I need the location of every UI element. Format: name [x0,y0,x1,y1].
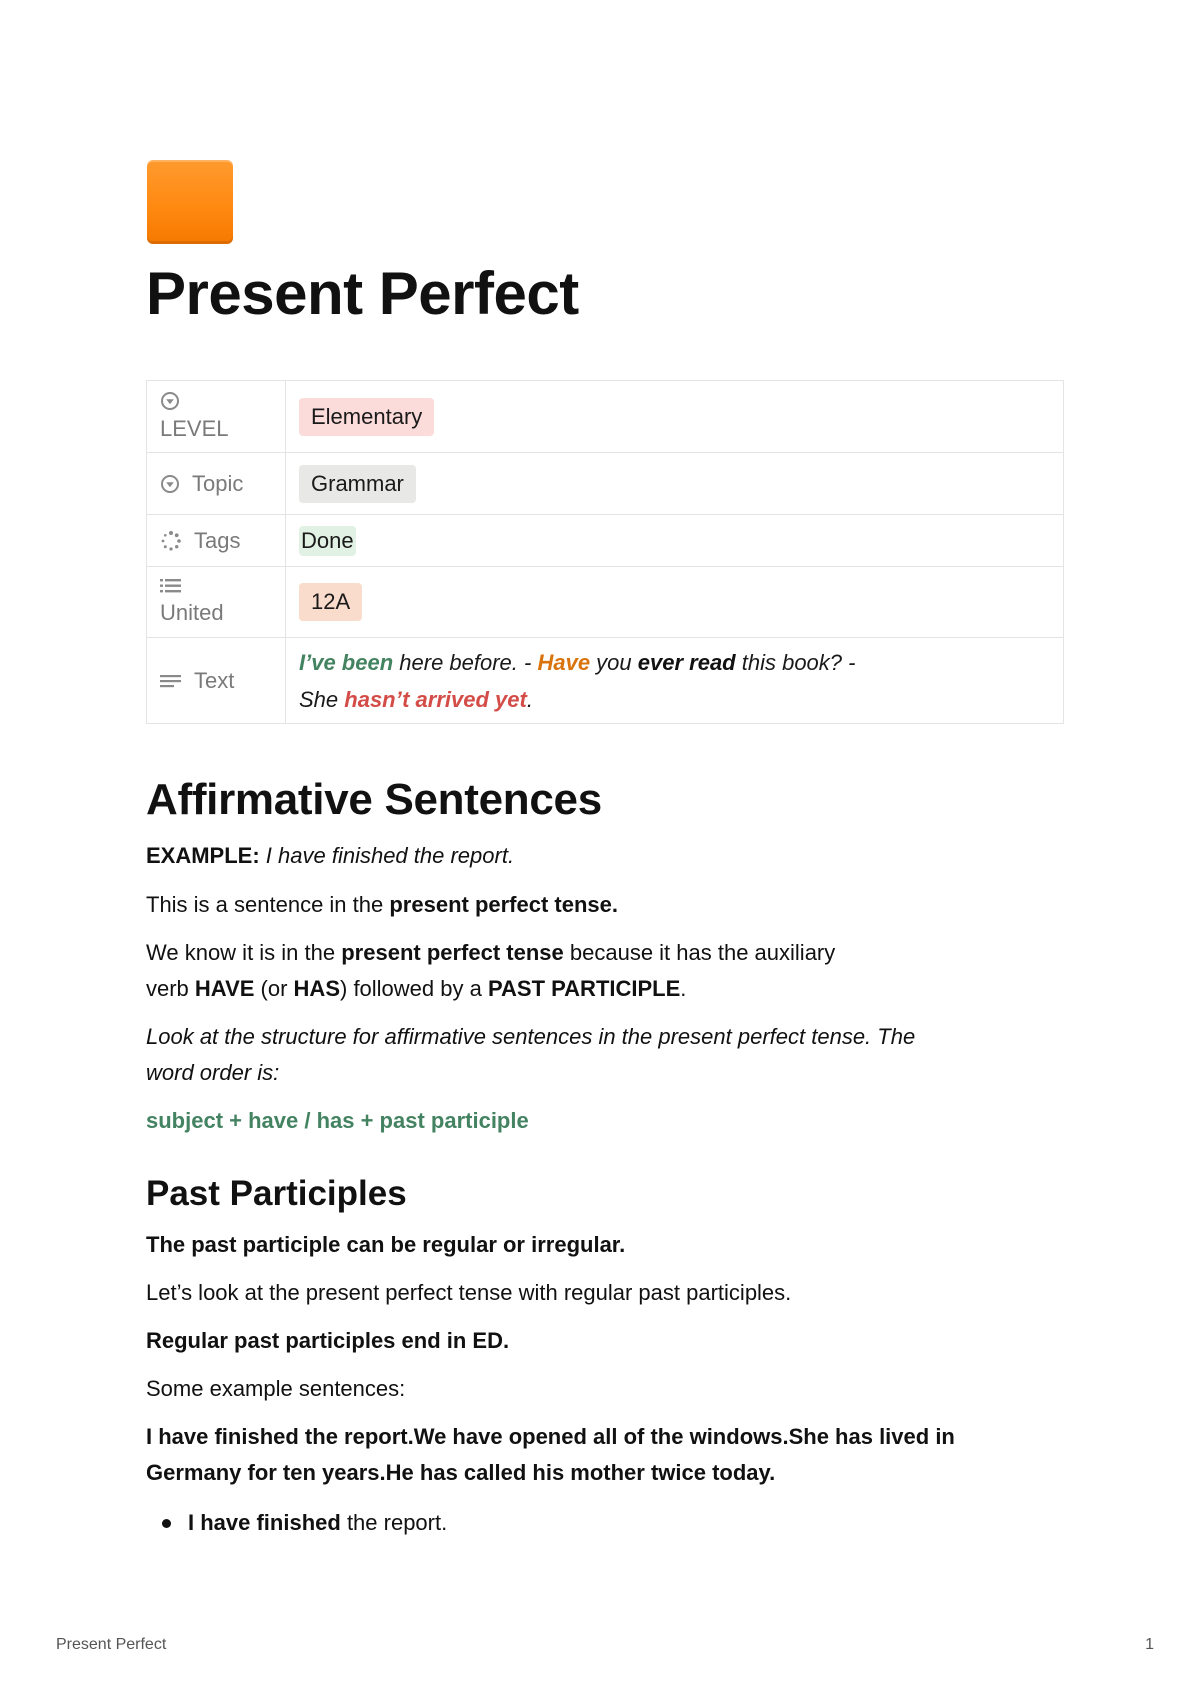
text-part-have: Have [537,649,591,675]
property-key-text[interactable] [147,638,286,724]
bulleted-list [146,1505,1076,1541]
property-value-text[interactable] [286,638,1064,724]
text-part: this book? - [735,649,856,675]
page-title: Present Perfect [146,260,579,327]
level-tag: Elementary [299,398,434,436]
property-row-united [147,567,1064,638]
property-value-topic[interactable] [286,453,1064,515]
text-run: Look at the structure for affirmative sentences in the present perfect tense. The [146,1024,916,1049]
list-item-bold: I have finished [188,1510,341,1535]
text-run-bold: HAVE [194,976,255,1001]
property-label: Tags [194,528,241,554]
property-value-united[interactable] [286,567,1064,638]
text-run-bold: present perfect tense [341,940,564,965]
heading-past-participles: Past Participles [146,1174,407,1213]
text-part: you [590,649,638,675]
example-label: EXAMPLE: [146,843,260,868]
text-run: ) followed by a [340,976,488,1001]
page-number: 1 [1145,1636,1154,1653]
text-run: word order is: [146,1060,280,1085]
text-run-bold: present perfect tense. [389,892,618,917]
text-run-bold: PAST PARTICIPLE [487,976,681,1001]
example-text: I have finished the report. [259,843,515,868]
property-key-united[interactable] [147,567,286,638]
paragraph-bold [146,1419,1076,1491]
list-item-text: the report. [340,1510,448,1535]
list-item [146,1505,1076,1541]
text-part-ever-read: ever read [637,649,736,675]
property-value-level[interactable] [286,381,1064,453]
text-part: She [299,686,345,712]
text-part-ive-been: I’ve been [299,649,394,675]
text-run: . [680,976,687,1001]
properties-table [146,380,1064,724]
property-label: Topic [192,471,244,497]
text-part: here before. - [393,649,538,675]
text-part: . [526,686,533,712]
footer-title: Present Perfect [56,1636,167,1653]
text-run: This is a sentence in the [146,892,390,917]
page-icon[interactable] [147,160,233,244]
text-run: Germany for ten years.He has called his mother twice today. [146,1460,776,1485]
text-part-hasnt-arrived-yet: hasn’t arrived yet [344,686,527,712]
text-lines-icon [160,672,182,690]
property-key-tags[interactable] [147,515,286,567]
loading-spinner-icon [160,530,182,552]
heading-affirmative-sentences: Affirmative Sentences [146,775,602,824]
select-circle-icon [160,474,180,494]
paragraph-bold: The past participle can be regular or irregular. [146,1232,626,1257]
text-run: I have finished the report.We have opened all of the windows.She has lived in [146,1424,955,1449]
formula: subject + have / has + past participle [146,1108,529,1133]
property-row-text [147,638,1064,724]
paragraph-bold: Regular past participles end in ED. [146,1328,510,1353]
paragraph: Some example sentences: [146,1376,406,1401]
property-key-topic[interactable] [147,453,286,515]
text-run: We know it is in the [146,940,342,965]
page-content [146,770,1076,1541]
example-paragraph [146,838,1076,874]
select-circle-icon [160,391,180,411]
text-run: verb [146,976,195,1001]
topic-tag: Grammar [299,465,416,503]
property-row-topic [147,453,1064,515]
property-row-level [147,381,1064,453]
united-tag: 12A [299,583,362,621]
paragraph: Let’s look at the present perfect tense with regular past participles. [146,1280,792,1305]
paragraph [146,935,1076,1007]
text-run: (or [254,976,294,1001]
text-property-value [299,644,1063,718]
paragraph [146,887,1076,923]
text-run: because it has the auxiliary [563,940,836,965]
property-row-tags [147,515,1064,567]
property-value-tags[interactable] [286,515,1064,567]
text-run-bold: HAS [293,976,340,1001]
property-label: United [160,600,224,626]
list-icon [160,577,182,595]
property-key-level[interactable] [147,381,286,453]
paragraph-italic [146,1019,1076,1091]
property-label: Text [194,668,235,694]
property-label: LEVEL [160,416,229,442]
tags-tag: Done [299,526,356,556]
